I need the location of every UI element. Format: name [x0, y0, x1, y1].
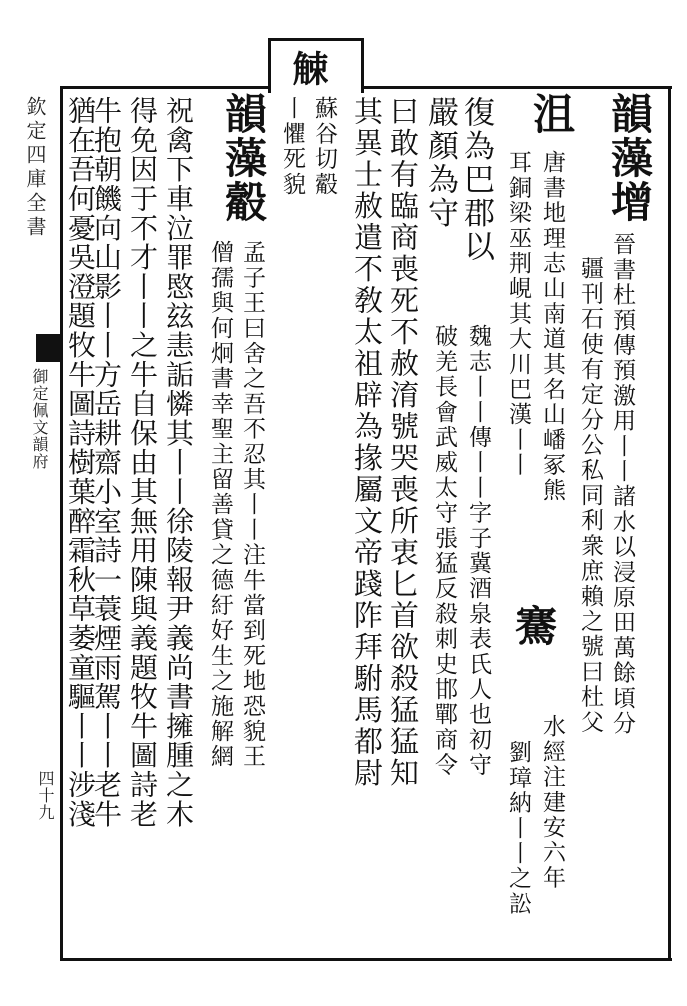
frame-bottom-rule [60, 958, 672, 961]
column-10-text: 曰敢有臨商喪死不赦淯號哭喪所衷匕首欲殺猛猛知 [386, 96, 420, 789]
column-1-text: 晉書杜預傳預激用丨丨諸水以浸原田萬餘頃分 [609, 232, 635, 736]
column-3-heading: 沮 [527, 92, 576, 136]
tab-headword: 觫 [287, 50, 329, 88]
column-13-text: 丨懼死貌 [279, 96, 305, 197]
column-7-text: 魏志丨丨傳丨丨字子冀酒泉表氏人也初守 [465, 324, 491, 778]
column-2-text: 疆刊石使有定分公私同利衆庶賴之號曰杜父 [577, 256, 603, 735]
column-5-heading: 騫 [509, 604, 558, 648]
column-15-text: 僧孺與何炯書幸聖主留善貸之德紆好生之施解網 [207, 240, 233, 770]
column-6-text: 劉璋納丨丨之訟 [505, 740, 531, 917]
column-7-heading: 復為巴郡以 [458, 96, 494, 264]
page-number: 四十九 [36, 770, 55, 821]
column-9-text: 嚴顏為守 [422, 96, 458, 230]
frame-left-rule [60, 86, 63, 961]
column-16-text: 祝禽下車泣罪愍玆恚詬憐其丨丨徐陵報尹義尚書擁腫之木 [162, 96, 195, 829]
column-8-text: 破羌長會武威太守張猛反殺刺史邯鄲商令 [431, 324, 457, 778]
column-14-heading: 韻藻觳 [219, 92, 268, 224]
frame-right-rule [668, 86, 671, 961]
column-3-text: 唐書地理志山南道其名山嶓冢熊 [539, 150, 565, 503]
column-4-text: 耳銅梁巫荆峴其大川巴漢丨丨 [505, 150, 531, 478]
column-17-text: 得免因于不才丨丨之牛自保由其無用陳與義題牧牛圖詩老 [126, 96, 159, 829]
column-18-text: 牛抱朝饑向山影丨丨方岳耕齋小室詩一蓑煙雨駕丨丨老牛 [90, 96, 123, 829]
column-11-text: 其異士赦遣不敎太祖辟為掾屬文帝踐阼拜駙馬都尉 [350, 96, 384, 789]
margin-book-title: 欽定四庫全書 [23, 96, 47, 240]
margin-black-tab [36, 334, 60, 362]
column-14-text: 孟子王曰舍之吾不忍其丨丨注牛當到死地恐貌王 [239, 240, 265, 770]
column-5-text: 水經注建安六年 [539, 714, 565, 891]
frame-top-rule [60, 86, 672, 89]
column-19-text: 猶在吾何憂吳澄題牧牛圖詩樹葉醉霜秋草萎童驅丨丨涉淺 [64, 96, 97, 829]
column-1-heading: 韻藻增 [605, 92, 654, 224]
margin-collection: 御定佩文韻府 [30, 368, 49, 470]
column-12-text: 蘇谷切觳 [311, 96, 337, 197]
